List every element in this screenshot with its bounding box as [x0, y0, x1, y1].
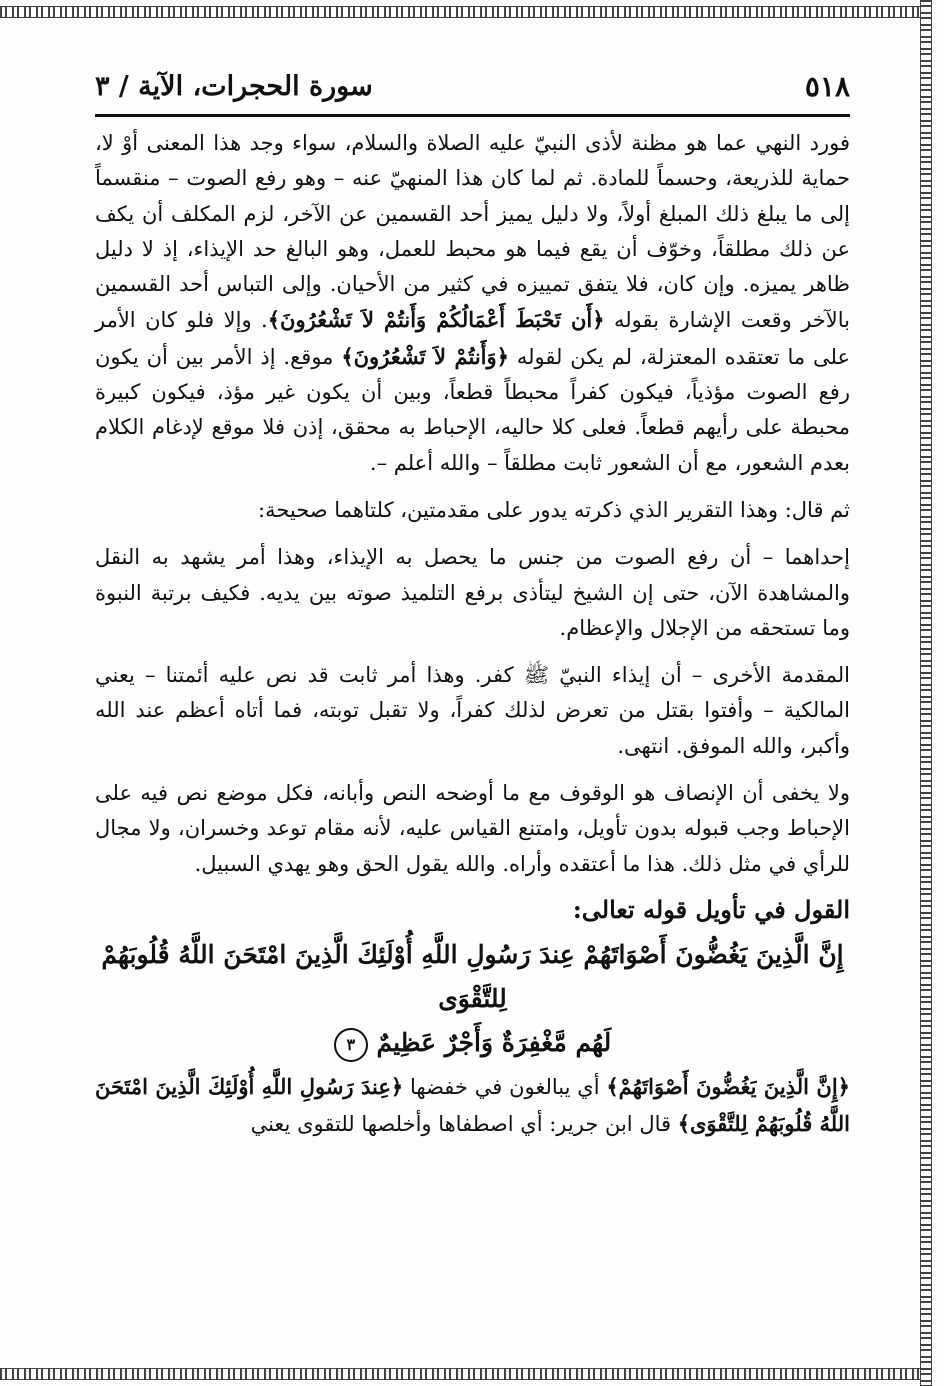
text-run: إحداهما – أن رفع الصوت من جنس ما يحصل به الإيذاء، وهذا أمر يشهد به النقل والمشاهدة الآن، حتى إن الشيخ ليتأذى برفع التلميذ صوته بين يديه. فكيف برتبة النبوة وما تستحقه من الإجلال والإعظام.: [95, 545, 850, 640]
ornamental-border-top: [0, 6, 920, 18]
paragraph: [95, 658, 850, 764]
ornamental-border-right: [920, 0, 932, 1386]
text-run: ثم قال: وهذا التقرير الذي ذكرته يدور على مقدمتين، كلتاهما صحيحة:: [258, 497, 850, 522]
quran-quote: ﴿عِندَ رَسُولِ اللَّهِ أُوْلَئِكَ الَّذِينَ امْتَحَنَ اللَّهُ قُلُوبَهُمْ لِلتَّقْوَى﴾: [95, 1074, 850, 1136]
ornamental-border-bottom: [0, 1368, 920, 1380]
page-body: [95, 126, 850, 1142]
page-header: [95, 62, 850, 110]
paragraph: [95, 493, 850, 528]
quran-verse: [95, 933, 850, 1065]
paragraph: [95, 540, 850, 646]
quran-quote: ﴿وَأَنتُمْ لاَ تَشْعُرُونَ﴾: [341, 343, 509, 369]
text-run: ولا يخفى أن الإنصاف هو الوقوف مع ما أوضحه النص وأبانه، فكل موضع نص فيه على الإحباط وجب قبوله بدون تأويل، وامتنع القياس عليه، لأنه مقام توعد وخسران، ولا مجال للرأي في مثل ذلك. هذا ما أعتقده وأراه. والله يقول الحق وهو يهدي السبيل.: [95, 781, 850, 876]
text-run: قال ابن جرير: أي اصطفاها وأخلصها للتقوى يعني: [250, 1111, 678, 1136]
paragraph: [95, 776, 850, 882]
surah-title: سورة الحجرات، الآية / ٣: [95, 70, 373, 102]
text-run: أي يبالغون في خفضها: [403, 1075, 607, 1100]
text-run: . وإلا فلو كان الأمر على ما تعتقده المعتزلة، لم يكن لقوله: [95, 308, 851, 369]
verse-line-1: إِنَّ الَّذِينَ يَغُضُّونَ أَصْوَاتَهُمْ عِندَ رَسُولِ اللَّهِ أُوْلَئِكَ الَّذِينَ امْتَحَنَ اللَّهُ قُلُوبَهُمْ لِلتَّقْوَى: [101, 940, 844, 1014]
quran-quote: ﴿أَن تَحْبَطَ أَعْمَالُكُمْ وَأَنتُمْ لاَ تَشْعُرُونَ﴾: [267, 307, 605, 333]
section-heading: القول في تأويل قوله تعالى:: [572, 894, 850, 924]
text-run: فورد النهي عما هو مظنة لأذى النبيّ عليه الصلاة والسلام، سواء وجد هذا المعنى أوْ لا، حماية للذريعة، وحسماً للمادة. ثم لما كان هذا المنهيّ عنه – وهو رفع الصوت – منقسماً إلى ما يبلغ ذلك المبلغ أولاً، ولا دليل يميز أحد القسمين عن الآخر، لزم المكلف أن يكف عن ذلك مطلقاً، وخوّف أن يقع فيما هو محبط للعمل، وهو البالغ حد الإيذاء، إذ لا دليل ظاهر يميزه. وإن كان، فلا يتفق تمييزه في كثير من الأحيان. وإلى التباس أحد القسمين بالآخر وقعت الإشارة بقوله: [95, 131, 851, 333]
commentary-paragraph: [95, 1069, 850, 1142]
quran-quote: ﴿إِنَّ الَّذِينَ يَغُضُّونَ أَصْوَاتَهُمْ﴾: [606, 1074, 850, 1100]
paragraph: [95, 126, 850, 481]
text-run: موقع. إذ الأمر بين أن يكون رفع الصوت مؤذياً، فيكون كفراً محبطاً قطعاً، وبين أن يكون غير مؤذ، فيكون كبيرة محبطة على رأيهم قطعاً. فعلى كلا حاليه، الإحباط به محقق، إذن فلا موقع لإدغام الكلام بعدم الشعور، مع أن الشعور ثابت مطلقاً – والله أعلم –.: [95, 344, 850, 475]
verse-line-2: لَهُم مَّغْفِرَةٌ وَأَجْرٌ عَظِيمٌ: [376, 1028, 612, 1058]
header-rule: [95, 114, 850, 117]
text-run: المقدمة الأخرى – أن إيذاء النبيّ ﷺ كفر. وهذا أمر ثابت قد نص عليه أئمتنا – يعني المالكية – وأفتوا بقتل من تعرض لذلك كفراً، ولا تقبل توبته، فما أتاه أعظم عند الله وأكبر، والله الموفق. انتهى.: [95, 663, 850, 758]
page-number: ٥١٨: [804, 69, 850, 103]
verse-number: ٣: [334, 1028, 368, 1062]
